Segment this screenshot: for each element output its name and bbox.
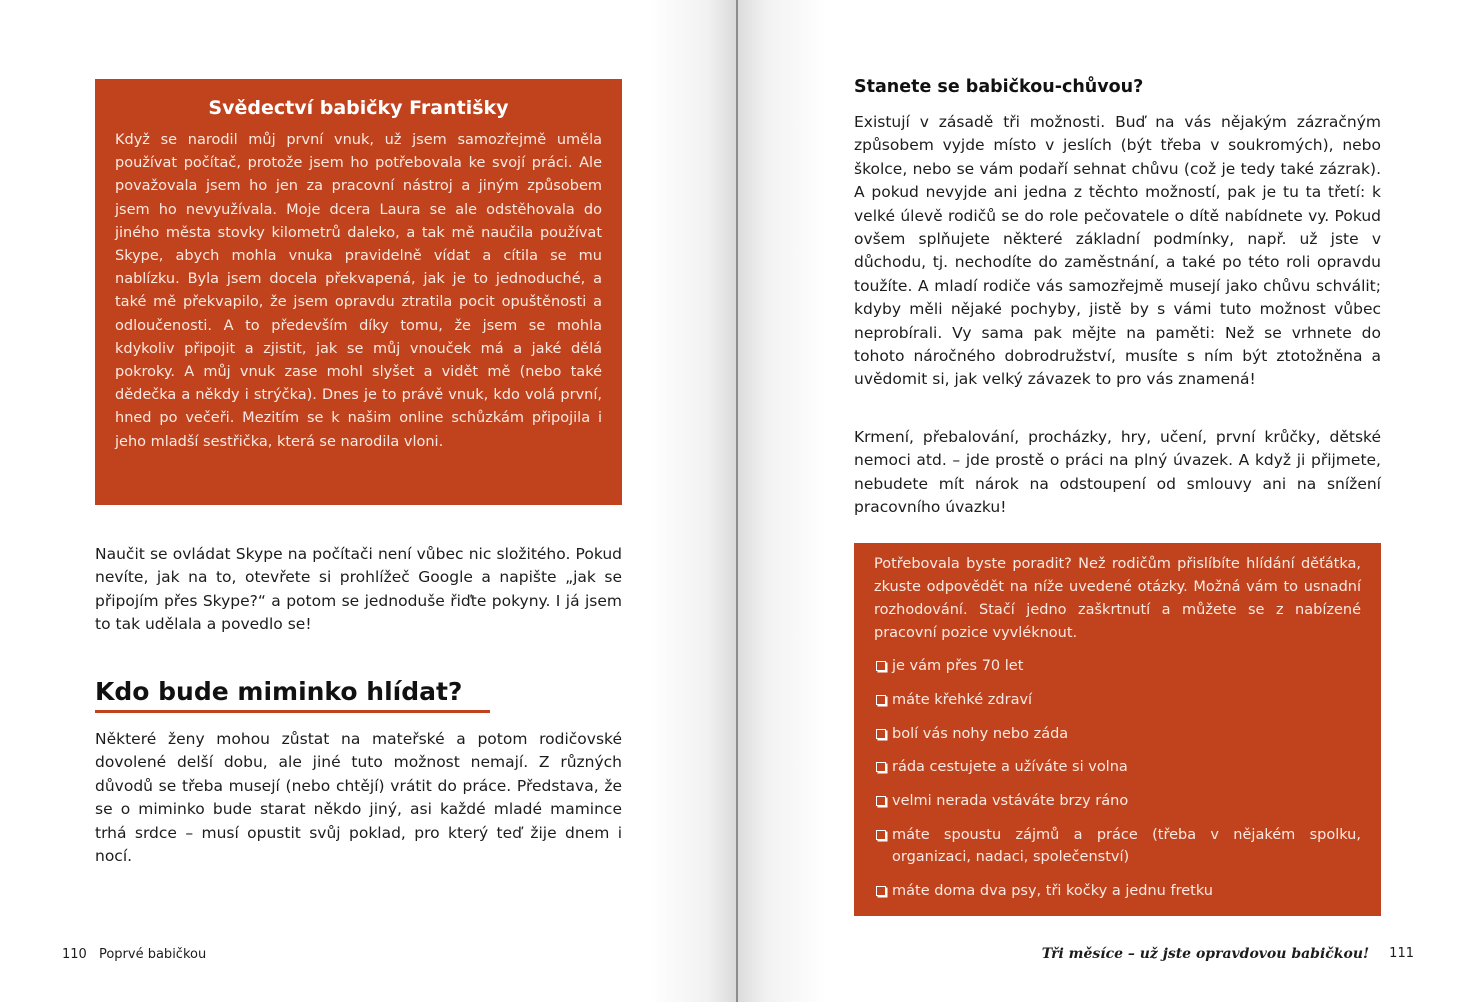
section-heading-babysitting: Kdo bude miminko hlídat? bbox=[95, 677, 463, 706]
checklist bbox=[874, 655, 1361, 903]
checklist-item bbox=[874, 756, 1361, 779]
checklist-item bbox=[874, 689, 1361, 712]
section-heading-nanny: Stanete se babičkou-chůvou? bbox=[854, 77, 1144, 97]
testimony-box bbox=[95, 79, 622, 505]
checklist-box bbox=[854, 543, 1381, 916]
page-number-left: 110 bbox=[62, 947, 87, 962]
left-page-footer bbox=[62, 946, 206, 964]
checklist-item-label: máte doma dva psy, tři kočky a jednu fretku bbox=[892, 883, 1213, 900]
checklist-item-label: velmi nerada vstáváte brzy ráno bbox=[892, 793, 1129, 810]
babysitting-paragraph: Některé ženy mohou zůstat na mateřské a potom rodičovské dovolené delší dobu, ale jiné tuto možnost nemají. Z různých důvodů se třeba musejí (nebo chtějí) vrátit do práce. Představa, že se o miminko bude starat někdo jiný, asi každé mladé mamince trhá srdce – musí opustit svůj poklad, pro který teď žije dnem i nocí. bbox=[95, 730, 622, 866]
checklist-item bbox=[874, 790, 1361, 813]
skype-paragraph: Naučit se ovládat Skype na počítači není vůbec nic složitého. Pokud nevíte, jak na to, otevřete si prohlížeč Google a napište „jak se připojím přes Skype?“ a potom se jednoduše řiďte pokyny. I já jsem to tak udělala a povedlo se! bbox=[95, 545, 622, 634]
checklist-item bbox=[874, 655, 1361, 678]
checkbox-icon bbox=[876, 830, 886, 840]
checklist-item bbox=[874, 824, 1361, 869]
checklist-item-label: máte křehké zdraví bbox=[892, 691, 1033, 708]
running-head-right: Tři měsíce – už jste opravdovou babičkou! bbox=[1041, 946, 1370, 962]
checklist-item-label: máte spoustu zájmů a práce (třeba v nějakém spolku, organizaci, nadaci, společenství) bbox=[892, 826, 1361, 866]
book-gutter bbox=[736, 0, 738, 1002]
checklist-item bbox=[874, 723, 1361, 746]
checkbox-icon bbox=[876, 729, 886, 739]
checkbox-icon bbox=[876, 796, 886, 806]
checklist-item-label: je vám přes 70 let bbox=[892, 658, 1024, 674]
right-page-footer bbox=[1042, 944, 1414, 964]
testimony-text: Když se narodil můj první vnuk, už jsem samozřejmě uměla používat počítač, protože jsem ho potřebovala ke svojí práci. Ale považovala jsem ho jen za pracovní nástroj a jiným způsobem jsem ho nevyužívala. Moje dcera Laura se ale odstěhovala do jiného města stovky kilometrů daleko, a tak mě naučila používat Skype, abych mohla vnuka pravidelně vídat a cítila se mu nablízku. Byla jsem docela překvapená, jak je to jednoduché, a také mě překvapilo, že jsem opravdu ztratila pocit opuštěnosti a odloučenosti. A to především díky tomu, že jsem se mohla kdykoliv připojit a zjistit, jak se můj vnouček má a jaké dělá pokroky. A můj vnuk zase mohl slyšet a vidět mě (nebo také dědečka a někdy i strýčka). Dnes je to právě vnuk, kdo volá první, hned po večeři. Mezitím se k našim online schůzkám připojila i jeho mladší sestřička, která se narodila vloni. bbox=[115, 132, 602, 450]
nanny-paragraph-2: Krmení, přebalování, procházky, hry, učení, první krůčky, dětské nemoci atd. – jde prostě o práci na plný úvazek. A když ji přijmete, nebudete mít nárok na odstoupení od smlouvy ani na snížení pracovního úvazku! bbox=[854, 428, 1381, 517]
checklist-item-label: ráda cestujete a užíváte si volna bbox=[892, 759, 1128, 776]
testimony-title: Svědectví babičky Františky bbox=[208, 97, 509, 119]
checklist-intro: Potřebovala byste poradit? Než rodičům přislíbíte hlídání děťátka, zkuste odpovědět na níže uvedené otázky. Možná vám to usnadní rozhodování. Stačí jedno zaškrtnutí a můžete se z nabízené pracovní pozice vyvléknout. bbox=[874, 556, 1361, 641]
page-number-right: 111 bbox=[1389, 946, 1414, 961]
checklist-item bbox=[874, 880, 1361, 903]
checkbox-icon bbox=[876, 886, 886, 896]
running-head-left: Poprvé babičkou bbox=[98, 947, 207, 962]
checkbox-icon bbox=[876, 762, 886, 772]
checklist-item-label: bolí vás nohy nebo záda bbox=[892, 725, 1069, 742]
checkbox-icon bbox=[876, 695, 886, 705]
heading-underline bbox=[95, 710, 490, 713]
checkbox-icon bbox=[876, 661, 886, 671]
nanny-paragraph-1: Existují v zásadě tři možnosti. Buď na vás nějakým zázračným způsobem vyjde místo v jeslích (být třeba v soukromých), nebo školce, nebo se vám podaří sehnat chůvu (což je tedy také zázrak). A pokud nevyjde ani jedna z těchto možností, pak je tu ta třetí: k velké úlevě rodičů se do role pečovatele o dítě nabídnete vy. Pokud ovšem splňujete některé základní podmínky, např. už jste v důchodu, tj. nechodíte do zaměstnání, a také po této roli opravdu toužíte. A mladí rodiče vás samozřejmě musejí jako chůvu schválit; kdyby měli nějaké pochyby, jistě by s vámi tuto možnost vůbec neprobírali. Vy sama pak mějte na paměti: Než se vrhnete do tohoto náročného dobrodružství, musíte s ním být ztotožněna a uvědomit si, jak velký závazek to pro vás znamená! bbox=[854, 113, 1381, 389]
